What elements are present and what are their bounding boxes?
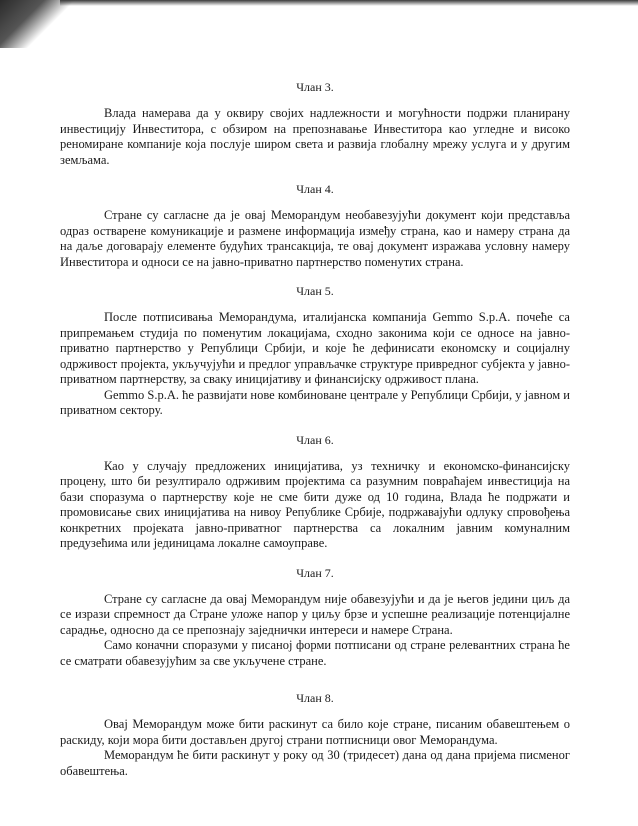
article-paragraph: Стране су сагласне да је овај Меморандум необавезујући документ који представља одраз остварене комуникације и размене информација између страна, као и намеру страна да на даље договарају елементе будућих трансакција, те овај документ изражава условну намеру Инвеститора и односи се на јавно-приватно партнерство поменутих страна. [60,208,570,269]
article-paragraph: Овај Меморандум може бити раскинут са било које стране, писаним обавештењем о раскиду, који мора бити достављен другој страни потписници овог Меморандума. [60,717,570,747]
article-paragraph: Као у случају предложених иницијатива, уз техничку и економско-финансијску процену, што би резултирало одрживим пројектима са разумним повраћајем инвестиција на бази споразума о партнерству које не сме бити дуже од 10 година, Влада ће подржати и промовисање свих иницијатива на нивоу Републике Србије, подржавајући одлуку спровођења конкретних пројеката јавно-приватног партнерства са локалним јавним комуналним предузећима или јединицама локалне самоуправе. [60,458,570,550]
article-3 [60,80,570,168]
article-8 [60,691,570,779]
article-heading: Члан 4. [296,182,334,196]
article-heading: Члан 6. [296,432,334,447]
scan-corner-shadow [0,0,78,48]
article-paragraph: После потписивања Меморандума, италијанска компанија Gemmo S.p.A. почеће са припремањем студија по поменутим локацијама, сходно законима који се односе на јавно-приватно партнерство у Републици Србији, и које ће дефинисати економску и социјалну одрживост пројекта, укључујући и предлог управљачке структуре привредног субјекта у јавно-приватном партнерству, за сваку иницијативу и финансијску одрживост плана. [60,310,570,386]
article-paragraph: Стране су сагласне да овај Меморандум није обавезујући и да је његов једини циљ да се изрази спремност да Стране уложе напор у циљу брзе и успешне реализације потенцијалне сарадње, односно да се препознају заједнички интереси и намере Страна. [60,591,570,637]
article-7 [60,566,570,670]
article-heading: Члан 8. [296,691,334,705]
scan-top-edge [60,0,638,6]
article-paragraph: Меморандум ће бити раскинут у року од 30 (тридесет) дана од дана пријема писменог обавештења. [60,748,570,778]
article-heading: Члан 3. [296,80,334,94]
document-page [60,80,570,793]
article-heading: Члан 7. [296,565,334,580]
article-heading: Члан 5. [296,284,334,298]
article-6 [60,433,570,552]
article-5 [60,284,570,419]
article-4 [60,182,570,270]
article-paragraph: Gemmo S.p.A. ће развијати нове комбиноване централе у Републици Србији, у јавном и приватном сектору. [60,387,570,417]
article-paragraph: Влада намерава да у оквиру својих надлежности и могућности подржи планирану инвестицију Инвеститора, с обзиром на препознавање Инвеститора као угледне и високо реномиране компаније која послује широм света и развија глобалну мрежу услуга и у другим земљама. [60,106,570,167]
article-paragraph: Само коначни споразуми у писаној форми потписани од стране релевантних страна ће се сматрати обавезујућим за све укључене стране. [60,638,570,668]
